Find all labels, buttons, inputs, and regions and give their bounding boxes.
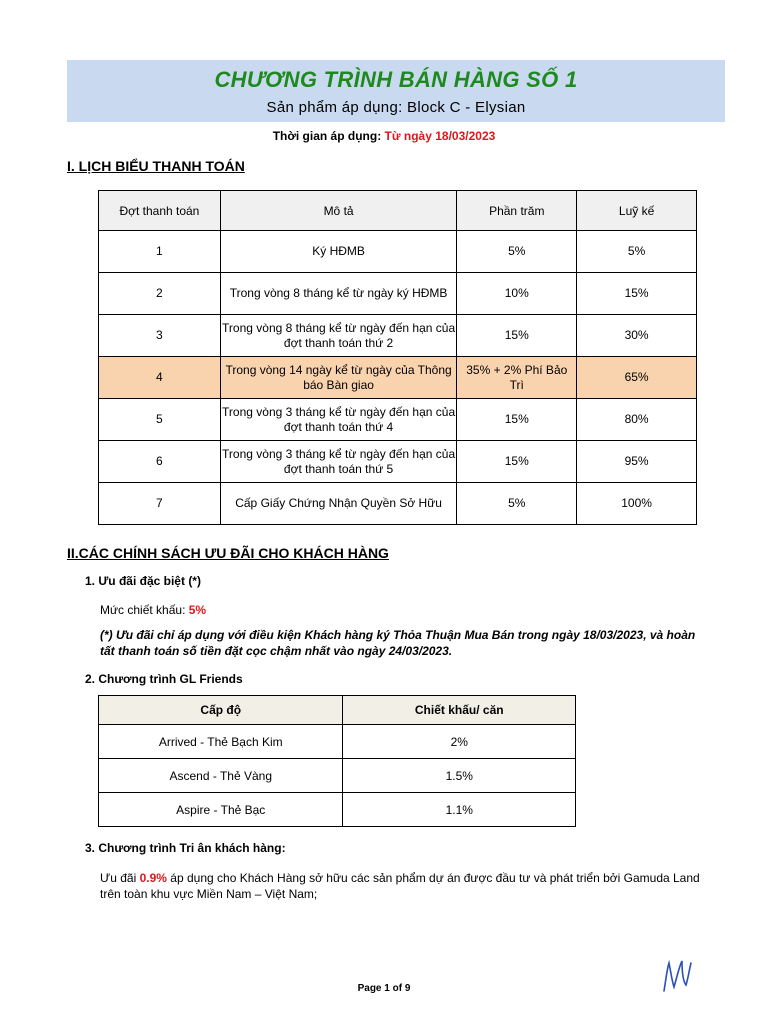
table-header-cell: Phần trăm xyxy=(457,191,577,231)
table-header-cell: Cấp độ xyxy=(99,696,343,725)
table-cell: Trong vòng 8 tháng kể từ ngày đến hạn của đợt thanh toán thứ 2 xyxy=(220,315,457,357)
table-cell: 30% xyxy=(577,315,697,357)
table-header-cell: Đợt thanh toán xyxy=(99,191,221,231)
table-cell: 15% xyxy=(577,273,697,315)
table-cell: Aspire - Thẻ Bạc xyxy=(99,793,343,827)
table-row xyxy=(99,231,697,273)
header-banner xyxy=(67,60,725,122)
table-cell: 3 xyxy=(99,315,221,357)
table-cell: 5% xyxy=(577,231,697,273)
table-cell: Trong vòng 14 ngày kể từ ngày của Thông báo Bàn giao xyxy=(220,357,457,399)
loyalty-highlight: 0.9% xyxy=(139,871,167,885)
table-header-cell: Chiết khấu/ căn xyxy=(343,696,576,725)
loyalty-text-after: áp dụng cho Khách Hàng sở hữu các sản phẩm dự án được đầu tư và phát triển bởi Gamuda Land trên toàn khu vực Miền Nam – Việt Nam; xyxy=(100,871,700,901)
table-cell: 65% xyxy=(577,357,697,399)
period-label: Thời gian áp dụng: xyxy=(272,129,385,143)
table-cell: 100% xyxy=(577,483,697,525)
table-cell: Trong vòng 3 tháng kể từ ngày đến hạn của đợt thanh toán thứ 4 xyxy=(220,399,457,441)
page-title: CHƯƠNG TRÌNH BÁN HÀNG SỐ 1 xyxy=(214,67,578,92)
table-cell: Cấp Giấy Chứng Nhận Quyền Sở Hữu xyxy=(220,483,457,525)
section2-title: II.CÁC CHÍNH SÁCH ƯU ĐÃI CHO KHÁCH HÀNG xyxy=(67,545,389,561)
table-header-row xyxy=(99,191,697,231)
table-cell: 7 xyxy=(99,483,221,525)
table-cell: 4 xyxy=(99,357,221,399)
loyalty-paragraph xyxy=(100,870,700,902)
table-row-highlighted xyxy=(99,357,697,399)
page-number: Page 1 of 9 xyxy=(357,983,411,994)
table-row xyxy=(99,759,576,793)
table-cell: Trong vòng 8 tháng kể từ ngày ký HĐMB xyxy=(220,273,457,315)
payment-schedule-table xyxy=(98,190,697,525)
table-row xyxy=(99,483,697,525)
table-row xyxy=(99,399,697,441)
table-cell: Trong vòng 3 tháng kể từ ngày đến hạn của đợt thanh toán thứ 5 xyxy=(220,441,457,483)
discount-line xyxy=(100,603,206,617)
table-row xyxy=(99,315,697,357)
loyalty-text-before: Ưu đãi xyxy=(100,871,140,885)
loyalty-heading: 3. Chương trình Tri ân khách hàng: xyxy=(85,841,286,855)
special-offer-heading: 1. Ưu đãi đặc biệt (*) xyxy=(85,574,201,588)
table-cell: 35% + 2% Phí Bảo Trì xyxy=(457,357,577,399)
table-header-cell: Luỹ kế xyxy=(577,191,697,231)
table-cell: 5 xyxy=(99,399,221,441)
table-cell: Arrived - Thẻ Bạch Kim xyxy=(99,725,343,759)
period-value: Từ ngày 18/03/2023 xyxy=(384,129,496,143)
table-cell: 1.1% xyxy=(343,793,576,827)
table-cell: 10% xyxy=(457,273,577,315)
table-cell: Ký HĐMB xyxy=(220,231,457,273)
table-cell: Ascend - Thẻ Vàng xyxy=(99,759,343,793)
discount-label: Mức chiết khấu: xyxy=(100,603,189,617)
table-row xyxy=(99,441,697,483)
table-cell: 5% xyxy=(457,483,577,525)
section1-title: I. LỊCH BIỂU THANH TOÁN xyxy=(67,158,245,174)
table-row xyxy=(99,273,697,315)
table-cell: 15% xyxy=(457,399,577,441)
gl-friends-table xyxy=(98,695,576,827)
table-cell: 15% xyxy=(457,441,577,483)
table-cell: 1 xyxy=(99,231,221,273)
application-period xyxy=(0,129,768,143)
page-subtitle: Sản phẩm áp dụng: Block C - Elysian xyxy=(266,99,526,116)
special-offer-note: (*) Ưu đãi chỉ áp dụng với điều kiện Khách hàng ký Thỏa Thuận Mua Bán trong ngày 18/03/2023, và hoàn tất thanh toán số tiền đặt cọc chậm nhất vào ngày 24/03/2023. xyxy=(100,628,696,658)
table-header-cell: Mô tả xyxy=(220,191,457,231)
table-cell: 15% xyxy=(457,315,577,357)
table-cell: 2 xyxy=(99,273,221,315)
table-cell: 80% xyxy=(577,399,697,441)
table-cell: 6 xyxy=(99,441,221,483)
discount-value: 5% xyxy=(188,603,207,617)
table-cell: 2% xyxy=(343,725,576,759)
table-cell: 1.5% xyxy=(343,759,576,793)
table-cell: 5% xyxy=(457,231,577,273)
gl-friends-heading: 2. Chương trình GL Friends xyxy=(85,672,243,686)
table-cell: 95% xyxy=(577,441,697,483)
table-row xyxy=(99,793,576,827)
table-header-row xyxy=(99,696,576,725)
table-row xyxy=(99,725,576,759)
